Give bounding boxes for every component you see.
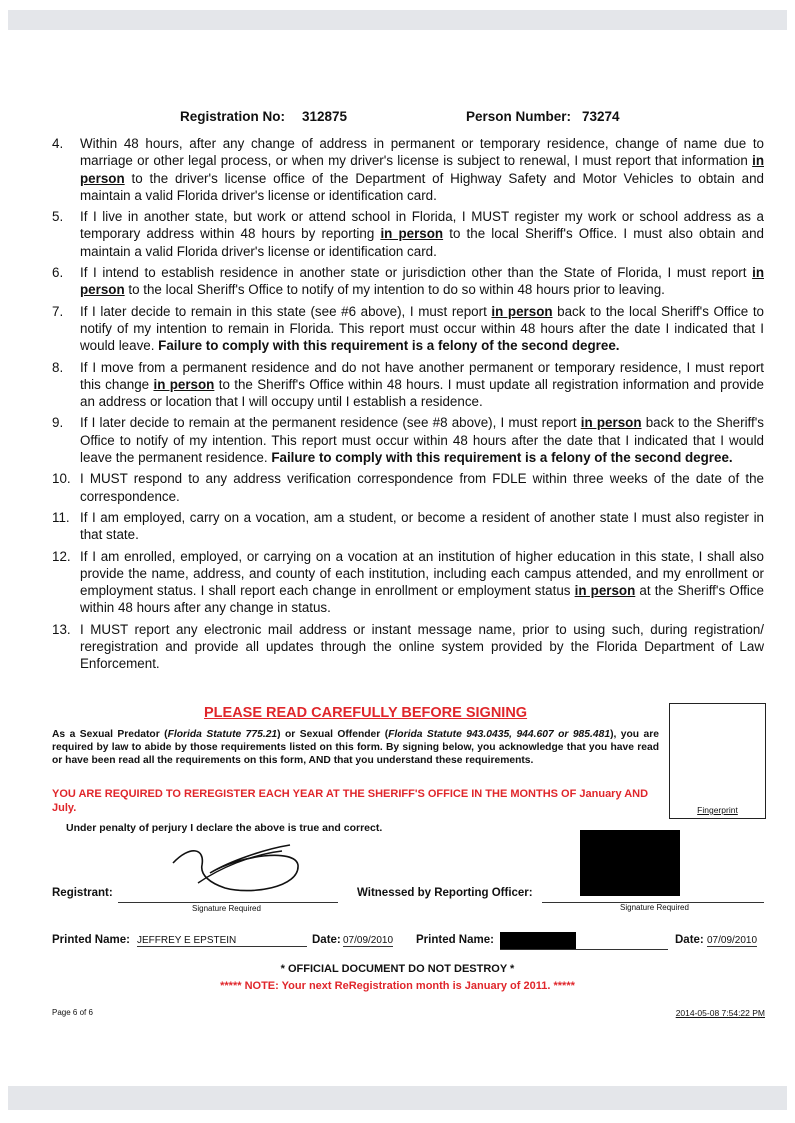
requirements-list <box>52 135 764 677</box>
requirement-item <box>52 470 764 505</box>
item-text: at the Sheriff's Office within 48 hours after any change in status. <box>80 583 765 616</box>
in-person-emphasis: in person <box>580 415 642 431</box>
officer-label: Witnessed by Reporting Officer: <box>357 887 533 899</box>
in-person-emphasis: in person <box>491 303 553 319</box>
registrant-printed-name: JEFFREY E EPSTEIN <box>137 935 307 947</box>
registrant-signature-required: Signature Required <box>192 904 261 913</box>
top-scan-bar <box>8 10 787 30</box>
requirement-item <box>52 509 764 544</box>
requirement-item <box>52 621 764 673</box>
item-number: 4. <box>52 136 64 151</box>
statute-offender: Florida Statute 943.0435, 944.607 or 985.481 <box>388 729 611 740</box>
item-number: 12. <box>52 548 71 564</box>
officer-name-line <box>500 949 668 950</box>
in-person-emphasis: in person <box>574 583 636 599</box>
item-number: 10. <box>52 471 71 487</box>
perjury-statement: Under penalty of perjury I declare the above is true and correct. <box>66 822 383 834</box>
item-text: If I am employed, carry on a vocation, am a student, or become a resident of another state I must also register in that state. <box>80 509 764 543</box>
item-number: 8. <box>52 359 64 375</box>
item-text: to the driver's license office of the Department of Highway Safety and Motor Vehicles to obtain and maintain a valid Florida driver's license or identification card. <box>80 170 764 203</box>
item-text: I MUST report any electronic mail address or instant message name, prior to using such, during registration/ reregistration and provide all updates through the online system provided by the Florida Department of Law Enforcement. <box>80 621 764 672</box>
felony-warning: Failure to comply with this requirement is a felony of the second degree. <box>158 338 620 354</box>
item-text: If I live in another state, but work or attend school in Florida, I MUST register my work or school address as a temporary address within 48 hours by reporting <box>80 209 764 242</box>
statute-predator: Florida Statute 775.21 <box>167 729 278 740</box>
official-document-notice: * OFFICIAL DOCUMENT DO NOT DESTROY * <box>280 963 515 975</box>
item-number: 6. <box>52 265 64 281</box>
requirement-item <box>52 264 764 299</box>
registrant-signature <box>170 843 305 895</box>
reregister-warning: YOU ARE REQUIRED TO REREGISTER EACH YEAR AT THE SHERIFF'S OFFICE IN THE MONTHS OF January AND July. <box>52 788 649 814</box>
registrant-signature-line <box>118 902 338 903</box>
item-text: If I later decide to remain at the permanent residence (see #8 above), I must report <box>80 415 581 431</box>
in-person-emphasis: in person <box>80 265 764 298</box>
officer-date-label: Date: <box>675 934 704 946</box>
redacted-officer-signature <box>580 830 680 896</box>
next-registration-note: ***** NOTE: Your next ReRegistration month is January of 2011. ***** <box>220 980 575 992</box>
item-text: back to the Sheriff's Office to notify of my intention. This report must occur within 48 hours after the date that I indicated that I would leave the permanent residence. <box>80 415 764 466</box>
item-text: back to the local Sheriff's Office to notify of my intention to remain in Florida. This report must occur within 48 hours after the date I indicated that I would leave. <box>80 303 764 354</box>
in-person-emphasis: in person <box>153 376 215 392</box>
ack-text-1: As a Sexual Predator ( <box>52 729 168 740</box>
registrant-date-label: Date: <box>312 934 341 946</box>
item-text: If I move from a permanent residence and do not have another permanent or temporary residence, I must report this change <box>80 359 764 392</box>
print-timestamp: 2014-05-08 7:54:22 PM <box>675 1008 765 1018</box>
item-number: 13. <box>52 621 71 637</box>
officer-date: 07/09/2010 <box>707 935 758 946</box>
in-person-emphasis: in person <box>380 226 444 242</box>
registrant-label: Registrant: <box>52 887 113 899</box>
item-text: If I later decide to remain in this state (see #6 above), I must report <box>80 303 492 319</box>
item-number: 9. <box>52 415 64 431</box>
item-text: If I intend to establish residence in another state or jurisdiction other than the State of Florida, I must report <box>80 265 753 281</box>
registration-number: 312875 <box>302 109 348 124</box>
felony-warning: Failure to comply with this requirement is a felony of the second degree. <box>271 450 733 466</box>
ack-text-2: ) or Sexual Offender ( <box>277 729 389 740</box>
registrant-printed-name-label: Printed Name: <box>52 934 130 946</box>
requirement-item <box>52 208 764 260</box>
requirement-item <box>52 414 764 466</box>
fingerprint-label: Fingerprint <box>697 805 738 815</box>
in-person-emphasis: in person <box>80 153 764 186</box>
item-number: 11. <box>52 509 70 525</box>
item-text: I MUST respond to any address verification correspondence from FDLE within three weeks of the date of the correspondence. <box>80 471 764 504</box>
item-text: to the local Sheriff's Office. I must also obtain and maintain a valid Florida driver's license or identification card. <box>80 226 764 259</box>
page-number: Page 6 of 6 <box>52 1008 93 1017</box>
requirement-item <box>52 548 764 617</box>
item-text: Within 48 hours, after any change of address in permanent or temporary residence, change of name due to marriage or other legal process, or when my driver's license is subject to renewal, I must report that information <box>80 136 764 169</box>
person-number-label: Person Number: <box>466 109 572 124</box>
please-read-heading: PLEASE READ CAREFULLY BEFORE SIGNING <box>204 705 528 721</box>
person-number: 73274 <box>582 109 620 124</box>
requirement-item <box>52 359 764 411</box>
requirement-item <box>52 303 764 355</box>
registration-label: Registration No: <box>180 109 286 124</box>
redacted-officer-name <box>500 932 576 949</box>
bottom-scan-bar <box>8 1086 787 1110</box>
officer-signature-required: Signature Required <box>620 903 689 912</box>
item-number: 5. <box>52 209 64 225</box>
acknowledgement-text <box>52 728 659 767</box>
officer-printed-name-label: Printed Name: <box>416 934 494 946</box>
item-text: to the Sheriff's Office within 48 hours. I must update all registration information and provide an address or location that I will occupy until I establish a residence. <box>80 376 764 410</box>
fingerprint-box <box>669 703 766 819</box>
ack-text-3: ), you are required by law to abide by those requirements listed on this form. By signing below, you acknowledge that you have read or have been read all the requirements on this form, AND that you understand these requirements. <box>52 729 659 766</box>
registrant-date: 07/09/2010 <box>343 935 394 946</box>
requirement-item <box>52 135 764 204</box>
item-text: If I am enrolled, employed, or carrying on a vocation at an institution of higher education in this state, I shall also provide the name, address, and county of each institution, including each campus attended, and my enrollment or employment status. I shall report each change in enrollment or employment status <box>80 548 764 599</box>
item-text: to the local Sheriff's Office to notify of my intention to do so within 48 hours prior to leaving. <box>124 282 665 298</box>
item-number: 7. <box>52 303 64 319</box>
